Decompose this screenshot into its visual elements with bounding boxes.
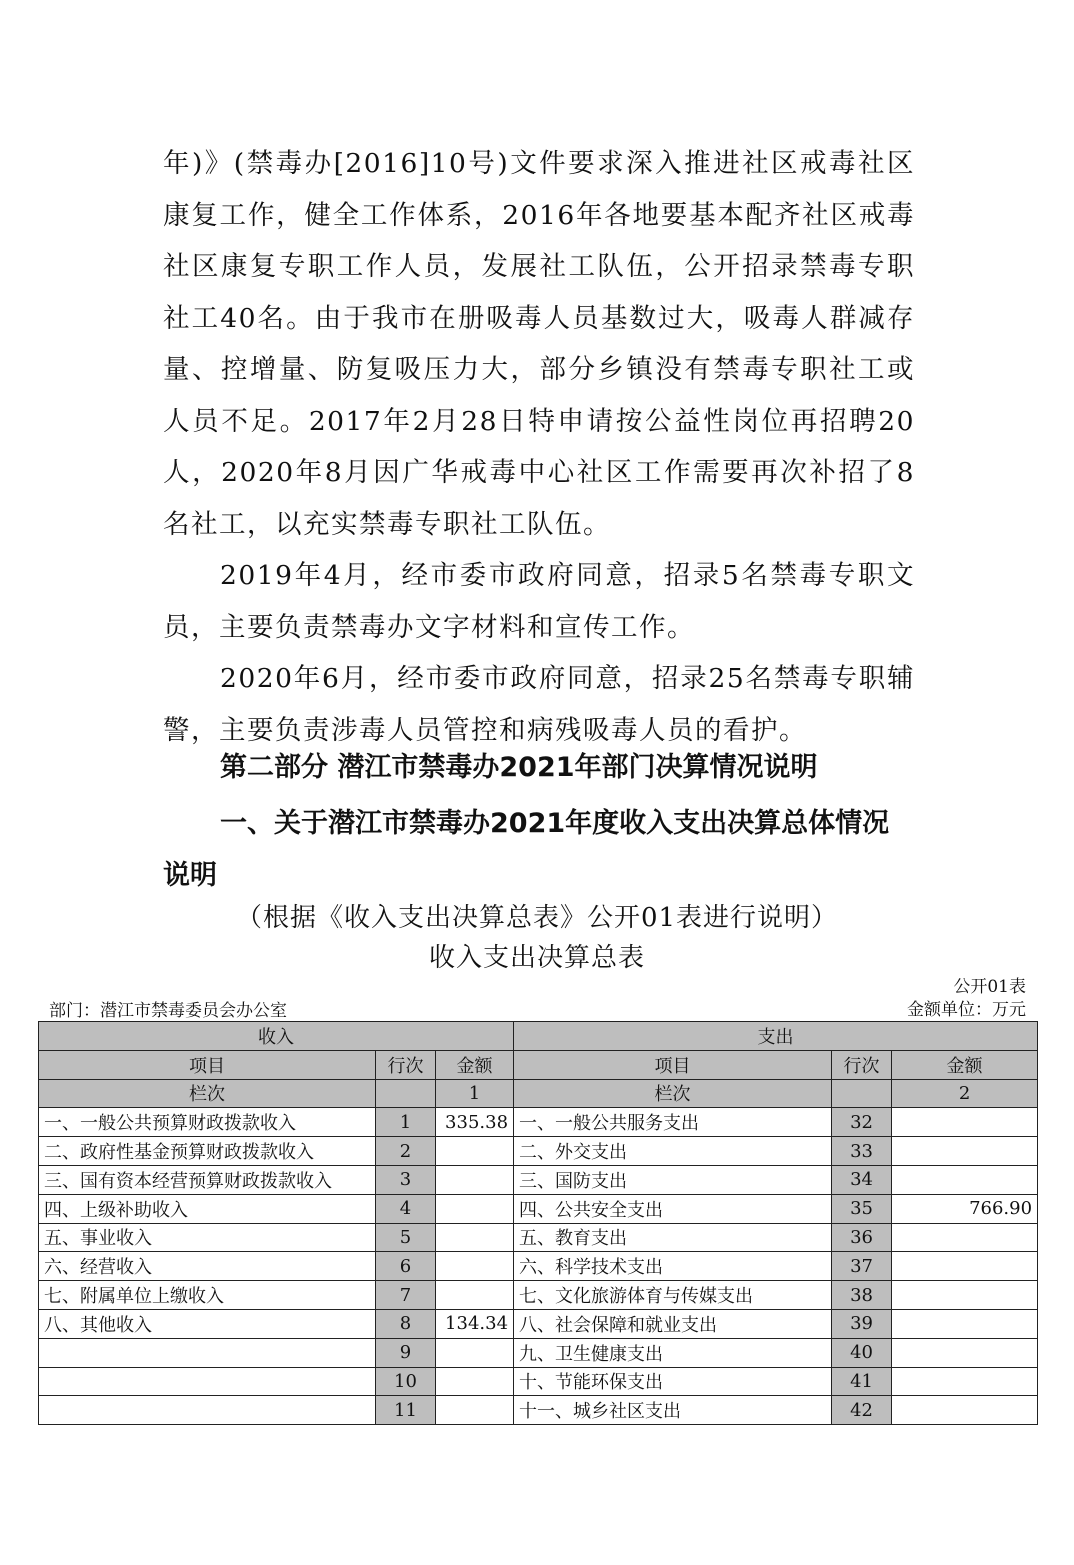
- table-row: [39, 1194, 1038, 1223]
- table-row: [39, 1165, 1038, 1194]
- section-one-heading: 一、关于潜江市禁毒办2021年度收入支出决算总体情况说明: [163, 808, 890, 891]
- expense-row-number-cell: 42: [832, 1396, 892, 1425]
- expense-row-number-cell: 38: [832, 1281, 892, 1310]
- expense-row-number-cell: 36: [832, 1223, 892, 1252]
- column-number-row: [39, 1079, 1038, 1108]
- expense-lanci-empty: [832, 1079, 892, 1108]
- expense-header: 支出: [514, 1022, 1038, 1051]
- income-row-number-cell: 4: [376, 1194, 436, 1223]
- income-amount-cell: [436, 1396, 514, 1425]
- income-row-number-cell: 2: [376, 1137, 436, 1166]
- income-amount-cell: 134.34: [436, 1309, 514, 1338]
- income-row-header: 行次: [376, 1050, 436, 1079]
- paragraph-social-workers: 年)》(禁毒办[2016]10号)文件要求深入推进社区戒毒社区康复工作，健全工作体系，2016年各地要基本配齐社区戒毒社区康复专职工作人员，发展社工队伍，公开招录禁毒专职社工40名。由于我市在册吸毒人员基数过大，吸毒人群减存量、控增量、防复吸压力大，部分乡镇没有禁毒专职社工或人员不足。2017年2月28日特申请按公益性岗位再招聘20人，2020年8月因广华戒毒中心社区工作需要再次补招了8名社工，以充实禁毒专职社工队伍。: [163, 148, 915, 540]
- expense-item-cell: 七、文化旅游体育与传媒支出: [514, 1281, 832, 1310]
- table-title: 收入支出决算总表: [428, 943, 645, 973]
- expense-lanci-label: 栏次: [514, 1079, 832, 1108]
- income-amount-cell: [436, 1223, 514, 1252]
- expense-item-cell: 四、公共安全支出: [514, 1194, 832, 1223]
- table-note: （根据《收入支出决算总表》公开01表进行说明）: [235, 903, 839, 933]
- income-amount-cell: [436, 1338, 514, 1367]
- income-item-cell: 二、政府性基金预算财政拨款收入: [39, 1137, 376, 1166]
- income-row-number-cell: 7: [376, 1281, 436, 1310]
- paragraph-auxiliary-police: 2020年6月，经市委市政府同意，招录25名禁毒专职辅警，主要负责涉毒人员管控和病残吸毒人员的看护。: [163, 663, 915, 746]
- expense-item-cell: 九、卫生健康支出: [514, 1338, 832, 1367]
- income-item-cell: 三、国有资本经营预算财政拨款收入: [39, 1165, 376, 1194]
- income-row-number-cell: 1: [376, 1108, 436, 1137]
- expense-row-number-cell: 34: [832, 1165, 892, 1194]
- expense-item-cell: 十一、城乡社区支出: [514, 1396, 832, 1425]
- income-row-number-cell: 8: [376, 1309, 436, 1338]
- form-number: 公开01表: [953, 977, 1026, 997]
- income-amount-cell: [436, 1367, 514, 1396]
- expense-amount-cell: [892, 1137, 1038, 1166]
- expense-amount-cell: [892, 1338, 1038, 1367]
- expense-item-cell: 六、科学技术支出: [514, 1252, 832, 1281]
- income-item-cell: [39, 1367, 376, 1396]
- expense-row-number-cell: 40: [832, 1338, 892, 1367]
- income-col-number: 1: [436, 1079, 514, 1108]
- table-row: [39, 1309, 1038, 1338]
- table-body: [39, 1108, 1038, 1425]
- expense-row-number-cell: 37: [832, 1252, 892, 1281]
- income-row-number-cell: 6: [376, 1252, 436, 1281]
- income-item-cell: [39, 1396, 376, 1425]
- income-amount-header: 金额: [436, 1050, 514, 1079]
- expense-amount-header: 金额: [892, 1050, 1038, 1079]
- paragraph-clerks: 2019年4月，经市委市政府同意，招录5名禁毒专职文员，主要负责禁毒办文字材料和宣传工作。: [163, 560, 915, 643]
- expense-amount-cell: [892, 1165, 1038, 1194]
- table-row: [39, 1396, 1038, 1425]
- table-row: [39, 1338, 1038, 1367]
- expense-item-header: 项目: [514, 1050, 832, 1079]
- expense-amount-cell: [892, 1367, 1038, 1396]
- income-row-number-cell: 11: [376, 1396, 436, 1425]
- income-header: 收入: [39, 1022, 514, 1051]
- column-header-row: [39, 1050, 1038, 1079]
- expense-row-number-cell: 35: [832, 1194, 892, 1223]
- body-text: [163, 138, 915, 756]
- income-lanci-empty: [376, 1079, 436, 1108]
- expense-item-cell: 一、一般公共服务支出: [514, 1108, 832, 1137]
- income-item-cell: 四、上级补助收入: [39, 1194, 376, 1223]
- expense-row-number-cell: 39: [832, 1309, 892, 1338]
- income-amount-cell: 335.38: [436, 1108, 514, 1137]
- expense-row-number-cell: 33: [832, 1137, 892, 1166]
- table-row: [39, 1252, 1038, 1281]
- income-row-number-cell: 3: [376, 1165, 436, 1194]
- table-row: [39, 1137, 1038, 1166]
- expense-row-header: 行次: [832, 1050, 892, 1079]
- income-amount-cell: [436, 1252, 514, 1281]
- income-amount-cell: [436, 1165, 514, 1194]
- income-item-cell: [39, 1338, 376, 1367]
- income-row-number-cell: 9: [376, 1338, 436, 1367]
- table-row: [39, 1281, 1038, 1310]
- table-row: [39, 1223, 1038, 1252]
- table-header-row: [39, 1022, 1038, 1051]
- income-row-number-cell: 10: [376, 1367, 436, 1396]
- income-amount-cell: [436, 1281, 514, 1310]
- expense-amount-cell: [892, 1309, 1038, 1338]
- part-two-heading: 第二部分 潜江市禁毒办2021年部门决算情况说明: [220, 752, 818, 783]
- expense-amount-cell: 766.90: [892, 1194, 1038, 1223]
- expense-amount-cell: [892, 1252, 1038, 1281]
- income-amount-cell: [436, 1194, 514, 1223]
- expense-row-number-cell: 41: [832, 1367, 892, 1396]
- income-item-cell: 五、事业收入: [39, 1223, 376, 1252]
- expense-row-number-cell: 32: [832, 1108, 892, 1137]
- income-row-number-cell: 5: [376, 1223, 436, 1252]
- income-expense-table: [38, 1021, 1038, 1425]
- expense-amount-cell: [892, 1396, 1038, 1425]
- income-amount-cell: [436, 1137, 514, 1166]
- expense-col-number: 2: [892, 1079, 1038, 1108]
- expense-item-cell: 五、教育支出: [514, 1223, 832, 1252]
- expense-item-cell: 三、国防支出: [514, 1165, 832, 1194]
- income-lanci-label: 栏次: [39, 1079, 376, 1108]
- income-item-cell: 一、一般公共预算财政拨款收入: [39, 1108, 376, 1137]
- department-label: 部门：潜江市禁毒委员会办公室: [49, 1001, 287, 1021]
- expense-item-cell: 八、社会保障和就业支出: [514, 1309, 832, 1338]
- expense-item-cell: 二、外交支出: [514, 1137, 832, 1166]
- expense-item-cell: 十、节能环保支出: [514, 1367, 832, 1396]
- expense-amount-cell: [892, 1108, 1038, 1137]
- table-row: [39, 1367, 1038, 1396]
- income-item-cell: 七、附属单位上缴收入: [39, 1281, 376, 1310]
- income-item-cell: 八、其他收入: [39, 1309, 376, 1338]
- expense-amount-cell: [892, 1281, 1038, 1310]
- expense-amount-cell: [892, 1223, 1038, 1252]
- income-item-header: 项目: [39, 1050, 376, 1079]
- income-item-cell: 六、经营收入: [39, 1252, 376, 1281]
- table-row: [39, 1108, 1038, 1137]
- amount-unit: 金额单位：万元: [907, 1000, 1026, 1020]
